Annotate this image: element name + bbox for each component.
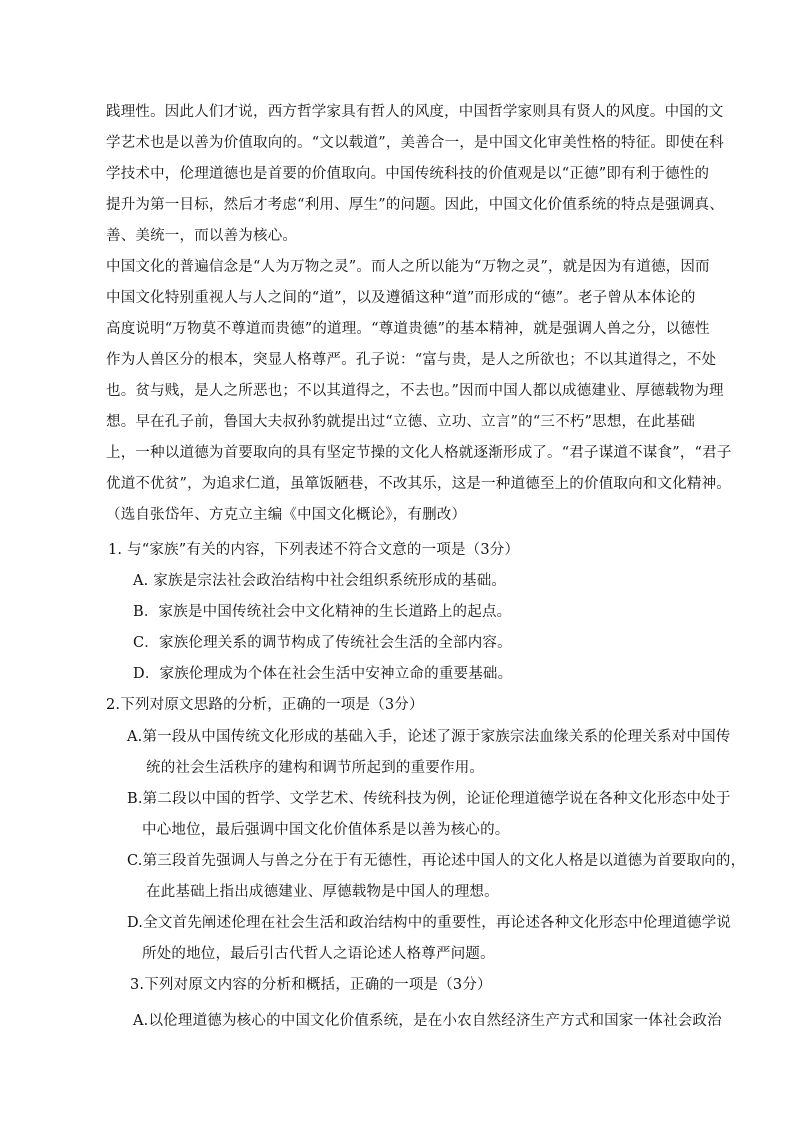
question-stem: 3.下列对原文内容的分析和概括，正确的一项是（3分） [130, 977, 492, 993]
text-line: 提升为第一目标，然后才考虑“利用、厚生”的问题。因此，中国文化价值系统的特点是强调真、 [106, 197, 724, 213]
text-line: 作为人兽区分的根本，突显人格尊严。孔子说：“富与贵，是人之所欲也；不以其道得之，不处 [106, 352, 717, 368]
text-line: 高度说明“万物莫不尊道而贵德”的道理。“尊道贵德”的基本精神，就是强调人兽之分，以德性 [106, 321, 710, 337]
option-d: D．家族伦理成为个体在社会生活中安神立命的重要基础。 [133, 666, 513, 682]
option-b: B．家族是中国传统社会中文化精神的生长道路上的起点。 [133, 604, 512, 620]
option-b-continued: 中心地位，最后强调中国文化价值体系是以善为核心的。 [142, 822, 510, 838]
text-line: 也。贫与贱，是人之所恶也；不以其道得之，不去也。”因而中国人都以成德建业、厚德载物为理 [106, 383, 724, 399]
text-line: 善、美统一，而以善为核心。 [106, 228, 298, 244]
option-a: A. 家族是宗法社会政治结构中社会组织系统形成的基础。 [133, 573, 507, 589]
source-citation: （选自张岱年、方克立主编《中国文化概论》，有删改） [106, 507, 467, 523]
text-line: 学技术中，伦理道德也是首要的价值取向。中国传统科技的价值观是以“正德”即有利于德性的 [106, 166, 710, 182]
text-line: 想。早在孔子前，鲁国大夫叔孙豹就提出过“立德、立功、立言”的“三不朽”思想，在此基础 [106, 414, 696, 430]
option-a-continued: 统的社会生活秩序的建构和调节所起到的重要作用。 [146, 760, 485, 776]
option-c: C.第三段首先强调人与兽之分在于有无德性，再论述中国人的文化人格是以道德为首要取向的， [127, 853, 746, 869]
question-stem: 1. 与“家族”有关的内容，下列表述不符合文意的一项是（3分） [108, 542, 520, 558]
option-c-continued: 在此基础上指出成德建业、厚德载物是中国人的理想。 [146, 884, 499, 900]
text-line: 优道不优贫”，为追求仁道，虽箪饭陋巷，不改其乐，这是一种道德至上的价值取向和文化精神。 [106, 476, 732, 492]
option-a: A.第一段从中国传统文化形成的基础入手，论述了源于家族宗法血缘关系的伦理关系对中国传 [127, 729, 731, 745]
option-a: A.以伦理道德为核心的中国文化价值系统，是在小农自然经济生产方式和国家一体社会政治 [133, 1013, 722, 1029]
option-d-continued: 所处的地位，最后引古代哲人之语论述人格尊严问题。 [142, 946, 495, 962]
text-line: 践理性。因此人们才说，西方哲学家具有哲人的风度，中国哲学家则具有贤人的风度。中国的文 [106, 104, 724, 120]
text-line: 上，一种以道德为首要取向的具有坚定节操的文化人格就逐渐形成了。“君子谋道不谋食”，“君子 [106, 445, 732, 461]
question-stem: 2.下列对原文思路的分析，正确的一项是（3分） [106, 697, 424, 713]
option-c: C．家族伦理关系的调节构成了传统社会生活的全部内容。 [133, 635, 512, 651]
text-line: 学艺术也是以善为价值取向的。“文以载道”，美善合一，是中国文化审美性格的特征。即使在科 [106, 135, 724, 151]
text-line: 中国文化特别重视人与人之间的“道”，以及遵循这种“道”而形成的“德”。老子曾从本体论的 [106, 290, 696, 306]
option-b: B.第二段以中国的哲学、文学艺术、传统科技为例，论证伦理道德学说在各种文化形态中处于 [127, 791, 731, 807]
option-d: D.全文首先阐述伦理在社会生活和政治结构中的重要性，再论述各种文化形态中伦理道德学说 [127, 915, 732, 931]
text-line: 中国文化的普遍信念是“人为万物之灵”。而人之所以能为“万物之灵”，就是因为有道德，因而 [106, 259, 710, 275]
